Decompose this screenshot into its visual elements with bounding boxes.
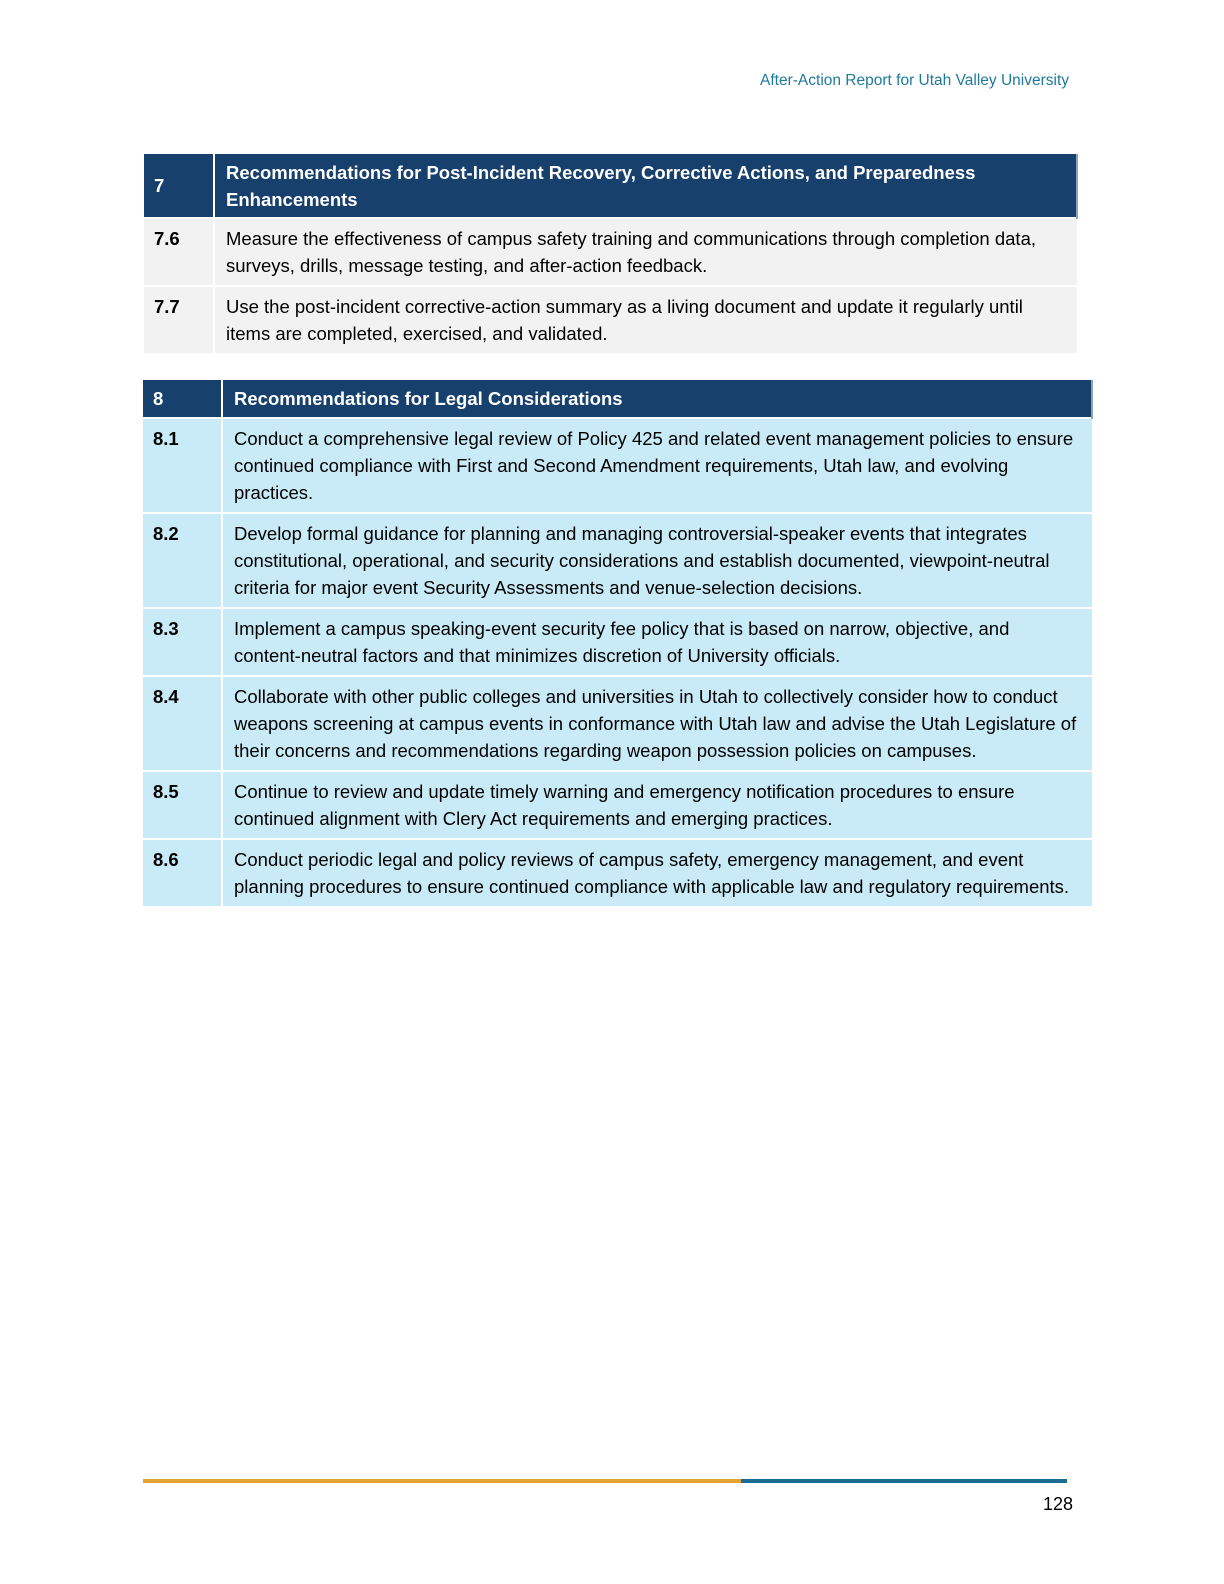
table-row (143, 771, 1092, 839)
section-number: 7 (144, 154, 214, 218)
table-row (143, 608, 1092, 676)
item-text: Continue to review and update timely warning and emergency notification procedures to ensure continued alignment with Clery Act requirements and emerging practices. (222, 771, 1092, 839)
item-text: Use the post-incident corrective-action summary as a living document and update it regularly until items are completed, exercised, and validated. (214, 286, 1077, 353)
section-number: 8 (143, 380, 222, 418)
item-number: 8.4 (143, 676, 222, 771)
footer-rule-teal (741, 1479, 1067, 1483)
table-row (144, 286, 1077, 353)
section-7-table (144, 154, 1078, 353)
item-number: 7.6 (144, 218, 214, 286)
item-text: Measure the effectiveness of campus safety training and communications through completion data, surveys, drills, message testing, and after-action feedback. (214, 218, 1077, 286)
table-row (143, 839, 1092, 906)
item-text: Implement a campus speaking-event security fee policy that is based on narrow, objective, and content-neutral factors and that minimizes discretion of University officials. (222, 608, 1092, 676)
table-row (143, 418, 1092, 513)
section-title: Recommendations for Legal Considerations (222, 380, 1092, 418)
item-text: Conduct periodic legal and policy reviews of campus safety, emergency management, and event planning procedures to ensure continued compliance with applicable law and regulatory requirements. (222, 839, 1092, 906)
section-title: Recommendations for Post-Incident Recovery, Corrective Actions, and Preparedness Enhancements (214, 154, 1077, 218)
item-text: Conduct a comprehensive legal review of Policy 425 and related event management policies to ensure continued compliance with First and Second Amendment requirements, Utah law, and evolving practices. (222, 418, 1092, 513)
item-number: 8.2 (143, 513, 222, 608)
item-number: 8.6 (143, 839, 222, 906)
item-text: Collaborate with other public colleges and universities in Utah to collectively consider how to conduct weapons screening at campus events in conformance with Utah law and advise the Utah Legislature of their concerns and recommendations regarding weapon possession policies on campuses. (222, 676, 1092, 771)
table-row (143, 676, 1092, 771)
running-header: After-Action Report for Utah Valley University (760, 72, 1069, 89)
section-8-header-row (143, 380, 1092, 418)
section-7-header-row (144, 154, 1077, 218)
item-number: 8.3 (143, 608, 222, 676)
item-number: 7.7 (144, 286, 214, 353)
table-row (143, 513, 1092, 608)
section-8-table (143, 380, 1093, 906)
item-number: 8.1 (143, 418, 222, 513)
page-number: 128 (1042, 1494, 1073, 1514)
footer-rule-gold (143, 1479, 741, 1483)
table-row (144, 218, 1077, 286)
item-number: 8.5 (143, 771, 222, 839)
item-text: Develop formal guidance for planning and managing controversial-speaker events that integrates constitutional, operational, and security considerations and establish documented, viewpoint-neutral criteria for major event Security Assessments and venue-selection decisions. (222, 513, 1092, 608)
